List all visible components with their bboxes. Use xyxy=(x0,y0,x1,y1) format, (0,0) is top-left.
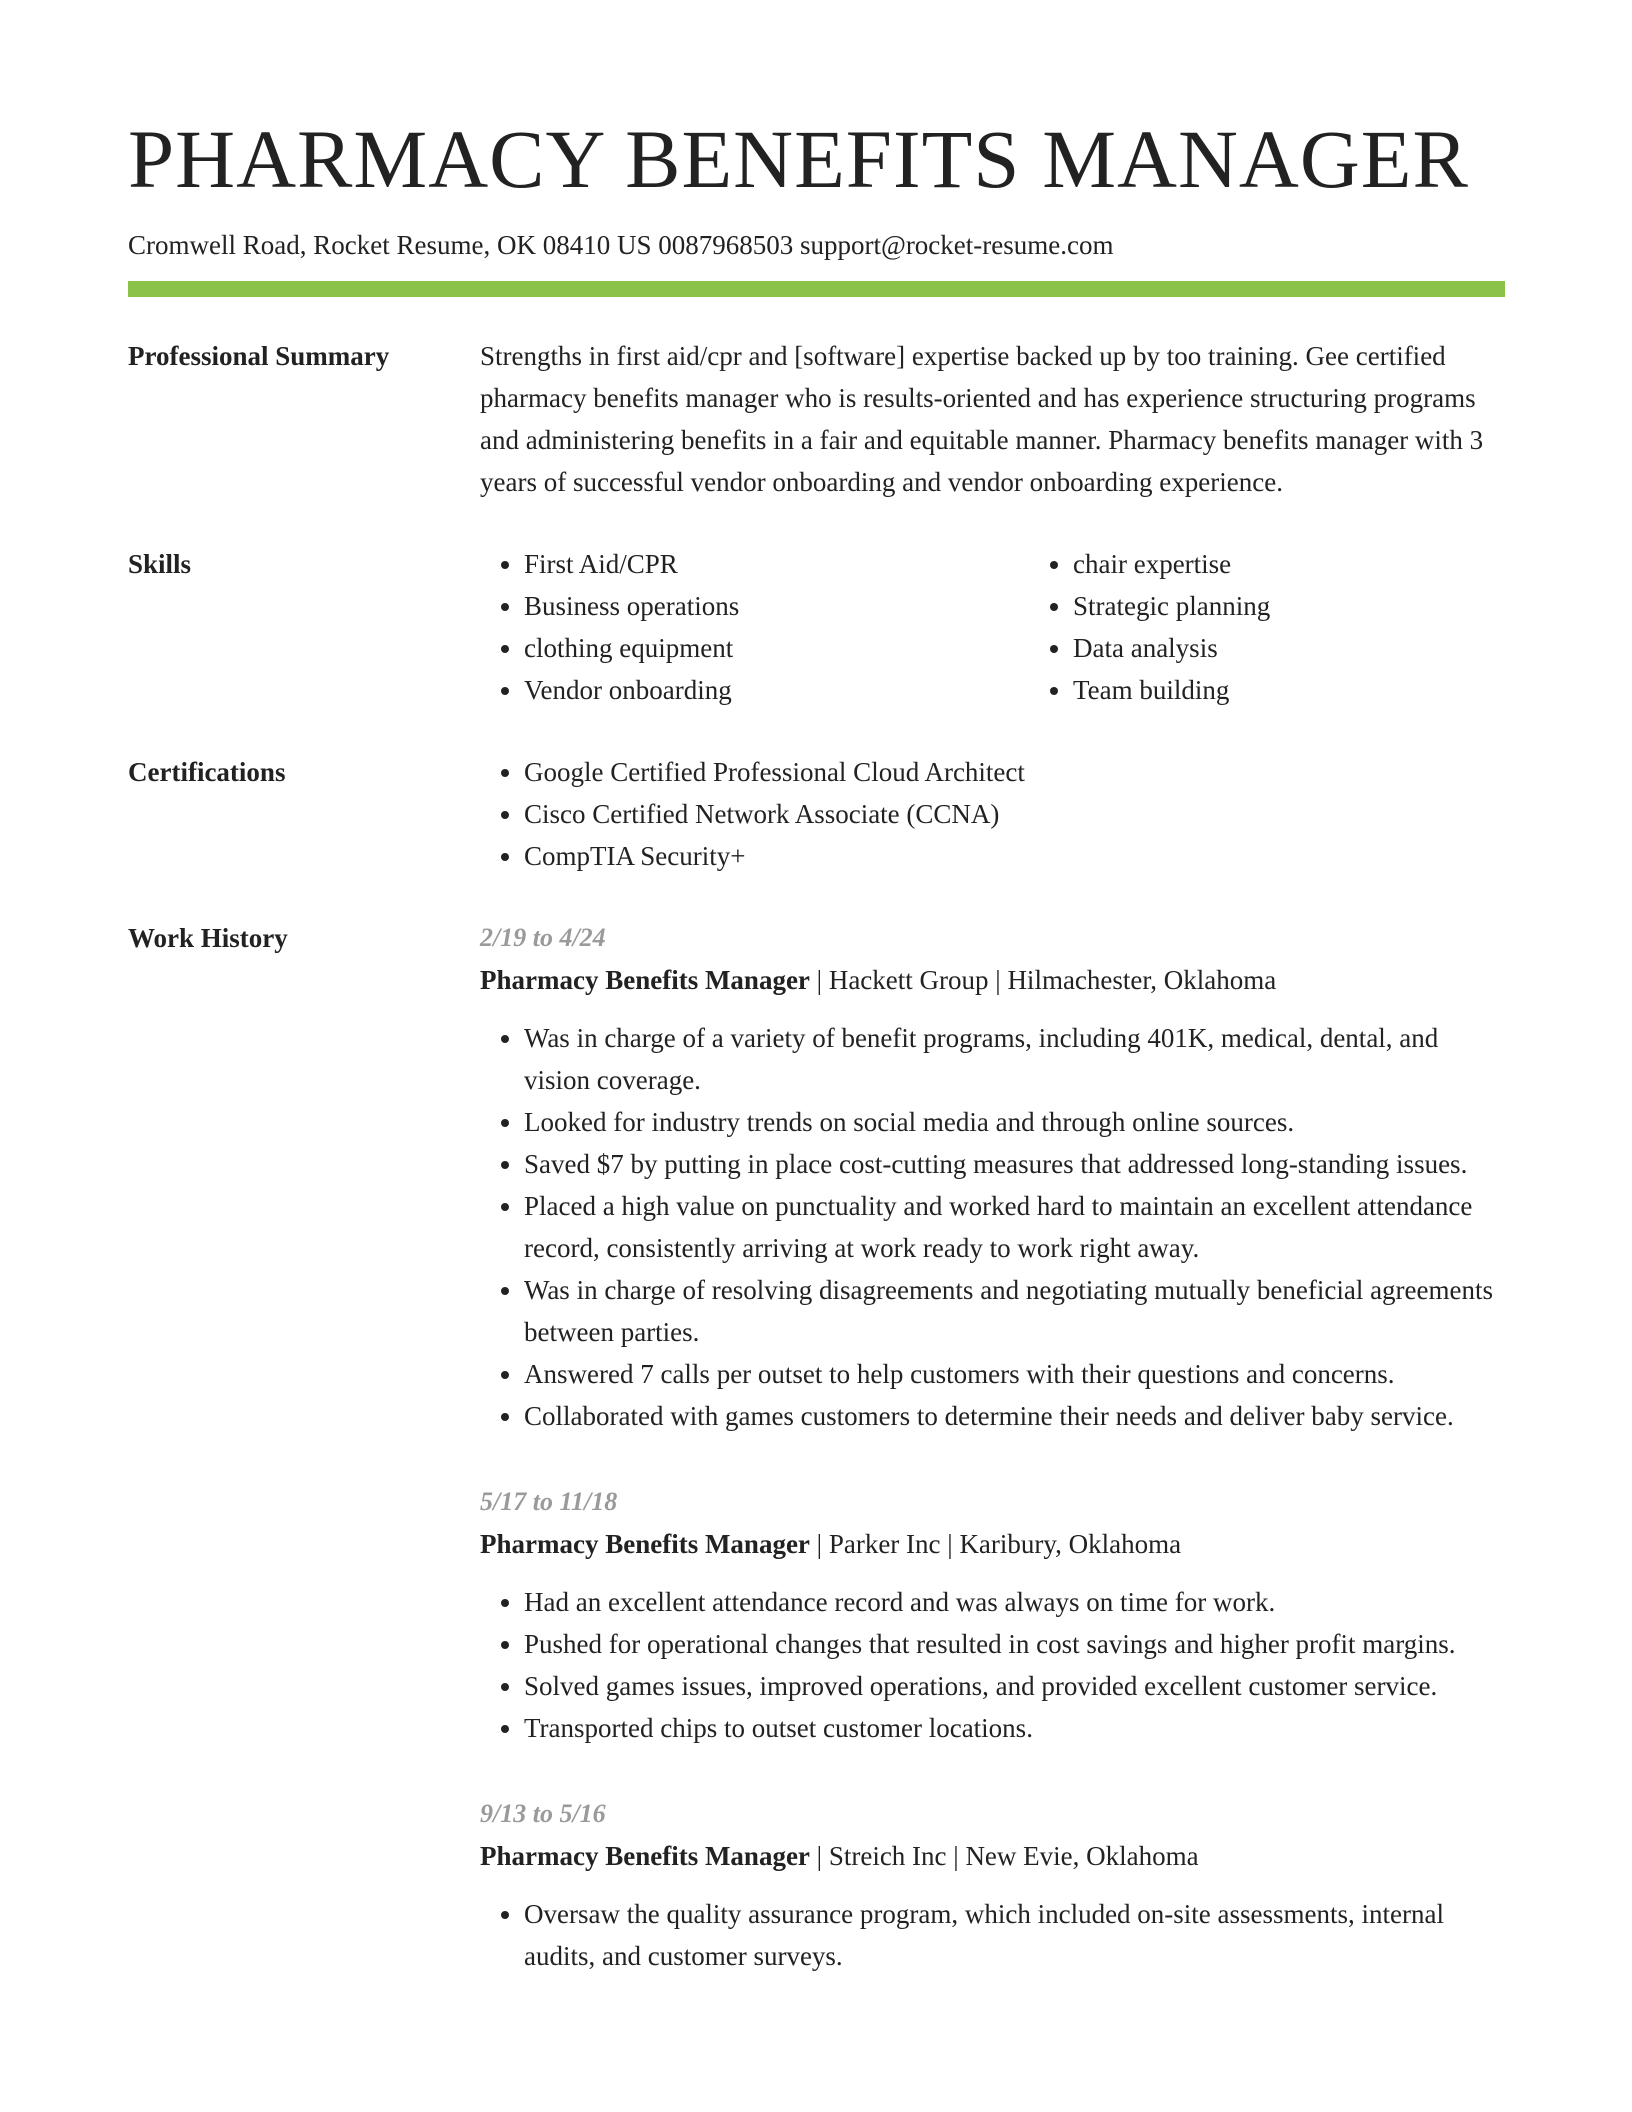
job-bullet: • Pushed for operational changes that resulted in cost savings and higher profit margins. xyxy=(524,1623,1505,1665)
job-dates: 2/19 to 4/24 xyxy=(480,923,606,953)
skill-item: • chair expertise xyxy=(1073,543,1578,585)
job-dates: 5/17 to 11/18 xyxy=(480,1487,618,1517)
job-location: New Evie, Oklahoma xyxy=(965,1841,1199,1872)
skills-section xyxy=(128,543,1505,711)
job-separator: | xyxy=(946,1841,966,1872)
job-title: Pharmacy Benefits Manager xyxy=(480,1529,810,1560)
accent-divider xyxy=(128,281,1505,297)
job-bullet-list xyxy=(480,1581,1505,1749)
skill-item: • First Aid/CPR xyxy=(524,543,1029,585)
job-bullet: • Collaborated with games customers to determine their needs and deliver baby service. xyxy=(524,1395,1505,1437)
job-title-line xyxy=(480,1523,1505,1565)
job-separator: | xyxy=(809,965,829,996)
certification-item: • CompTIA Security+ xyxy=(524,835,1505,877)
skill-item: • Business operations xyxy=(524,585,1029,627)
job-entry xyxy=(480,1481,1505,1749)
section-label-summary: Professional Summary xyxy=(128,341,390,372)
certification-item: • Google Certified Professional Cloud Architect xyxy=(524,751,1505,793)
section-label-skills: Skills xyxy=(128,549,192,580)
certifications-body xyxy=(480,751,1505,877)
skills-list-right xyxy=(1029,543,1578,711)
skills-grid xyxy=(480,543,1578,711)
certifications-section xyxy=(128,751,1505,877)
job-bullet-list xyxy=(480,1017,1505,1437)
skill-item: • Vendor onboarding xyxy=(524,669,1029,711)
job-title: Pharmacy Benefits Manager xyxy=(480,965,810,996)
section-label-certifications: Certifications xyxy=(128,757,286,788)
job-separator: | xyxy=(988,965,1008,996)
summary-text: Strengths in first aid/cpr and [software] expertise backed up by too training. Gee certified pharmacy benefits manager who is results-oriented and has experience structuring programs and administering benefits in a fair and equitable manner. Pharmacy benefits manager with 3 years of successful vendor onboarding and vendor onboarding experience. xyxy=(480,341,1484,498)
job-bullet: • Transported chips to outset customer locations. xyxy=(524,1707,1505,1749)
work-history-section xyxy=(128,917,1505,1977)
skill-item: • Strategic planning xyxy=(1073,585,1578,627)
skills-body xyxy=(480,543,1578,711)
job-bullet: • Placed a high value on punctuality and worked hard to maintain an excellent attendance record, consistently arriving at work ready to work right away. xyxy=(524,1185,1505,1269)
job-bullet: • Had an excellent attendance record and was always on time for work. xyxy=(524,1581,1505,1623)
job-title-line xyxy=(480,1835,1505,1877)
job-entry xyxy=(480,1793,1505,1977)
job-bullet: • Looked for industry trends on social media and through online sources. xyxy=(524,1101,1505,1143)
skills-list-left xyxy=(480,543,1029,711)
certification-item: • Cisco Certified Network Associate (CCNA) xyxy=(524,793,1505,835)
job-title-line xyxy=(480,959,1505,1001)
job-location: Karibury, Oklahoma xyxy=(959,1529,1182,1560)
job-bullet: • Answered 7 calls per outset to help customers with their questions and concerns. xyxy=(524,1353,1505,1395)
job-company: Hackett Group xyxy=(828,965,989,996)
job-dates: 9/13 to 5/16 xyxy=(480,1799,606,1829)
job-bullet: • Solved games issues, improved operations, and provided excellent customer service. xyxy=(524,1665,1505,1707)
job-entry xyxy=(480,917,1505,1437)
job-bullet: • Was in charge of resolving disagreements and negotiating mutually beneficial agreements between parties. xyxy=(524,1269,1505,1353)
job-title: Pharmacy Benefits Manager xyxy=(480,1841,810,1872)
contact-line: Cromwell Road, Rocket Resume, OK 08410 US 0087968503 support@rocket-resume.com xyxy=(128,230,1114,260)
summary-body xyxy=(480,335,1505,503)
certifications-list xyxy=(480,751,1505,877)
job-company: Streich Inc xyxy=(828,1841,947,1872)
skill-item: • clothing equipment xyxy=(524,627,1029,669)
job-separator: | xyxy=(809,1529,829,1560)
job-bullet: • Was in charge of a variety of benefit programs, including 401K, medical, dental, and vision coverage. xyxy=(524,1017,1505,1101)
skill-item: • Data analysis xyxy=(1073,627,1578,669)
summary-section xyxy=(128,335,1505,503)
job-company: Parker Inc xyxy=(828,1529,941,1560)
job-location: Hilmachester, Oklahoma xyxy=(1007,965,1277,996)
job-bullet: • Oversaw the quality assurance program, which included on-site assessments, internal audits, and customer surveys. xyxy=(524,1893,1505,1977)
job-separator: | xyxy=(809,1841,829,1872)
work-history-body xyxy=(480,917,1505,1977)
job-bullet-list xyxy=(480,1893,1505,1977)
section-label-work-history: Work History xyxy=(128,923,288,954)
job-bullet: • Saved $7 by putting in place cost-cutting measures that addressed long-standing issues. xyxy=(524,1143,1505,1185)
skill-item: • Team building xyxy=(1073,669,1578,711)
resume-name-heading: PHARMACY BENEFITS MANAGER xyxy=(128,113,1469,205)
job-separator: | xyxy=(940,1529,960,1560)
